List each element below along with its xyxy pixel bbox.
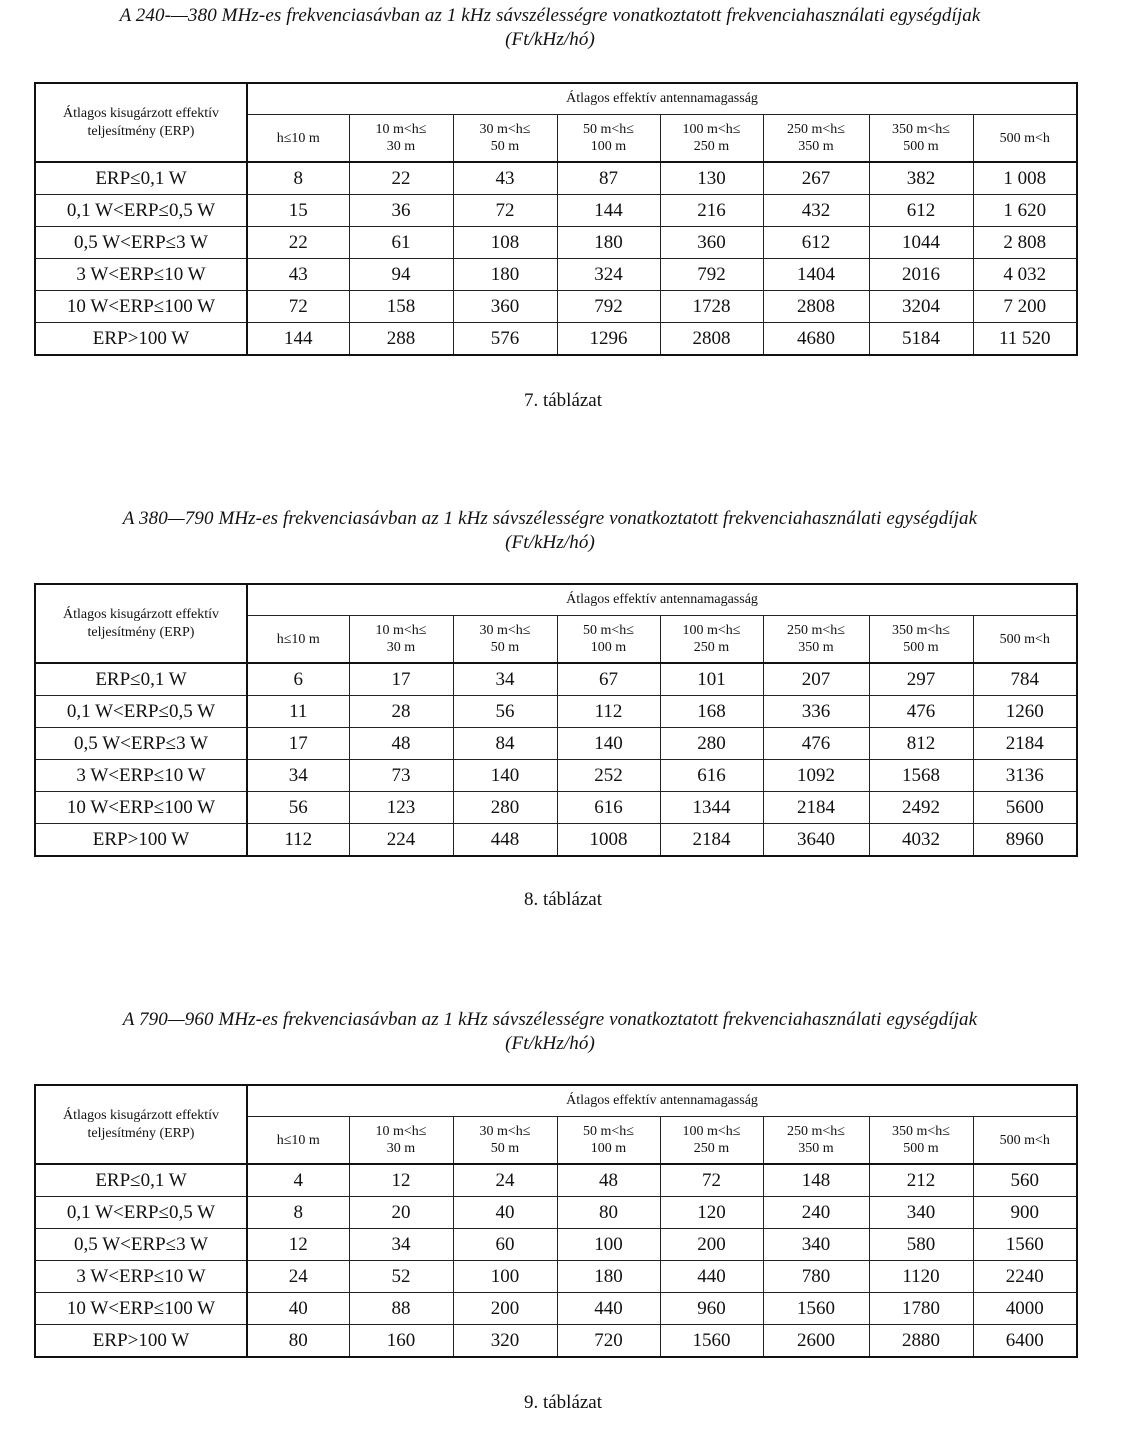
fee-value-cell: 2016 [869, 259, 973, 291]
height-range-header [453, 1117, 557, 1165]
fee-value-cell: 3640 [763, 824, 869, 857]
height-range-line: h≤10 m [276, 1132, 320, 1148]
fee-value-cell: 720 [557, 1325, 660, 1358]
table-row [35, 760, 1077, 792]
erp-range-label: 3 W<ERP≤10 W [35, 1261, 247, 1293]
fee-value-cell: 5600 [973, 792, 1077, 824]
fee-value-cell: 7 200 [973, 291, 1077, 323]
table-row [35, 1325, 1077, 1358]
table-title-line: A 240-—380 MHz-es frekvenciasávban az 1 kHz sávszélességre vonatkoztatott frekvenciahasználati egységdíjak [119, 5, 981, 26]
fee-value-cell: 1 620 [973, 195, 1077, 227]
erp-range-label: ERP≤0,1 W [35, 663, 247, 696]
height-range-line: 350 m [798, 640, 834, 655]
height-range-line: 500 m [903, 1141, 939, 1156]
table-row [35, 162, 1077, 195]
fee-value-cell: 72 [660, 1164, 763, 1197]
fee-value-cell: 612 [869, 195, 973, 227]
height-range-header [660, 115, 763, 163]
table-title-line: A 790—960 MHz-es frekvenciasávban az 1 kHz sávszélességre vonatkoztatott frekvenciahasználati egységdíjak [122, 1009, 978, 1030]
height-range-line: 250 m<h≤ [787, 1124, 845, 1139]
fee-value-cell: 207 [763, 663, 869, 696]
height-range-line: 250 m<h≤ [787, 122, 845, 137]
fee-table [34, 583, 1078, 857]
fee-value-cell: 792 [557, 291, 660, 323]
height-range-line: 250 m<h≤ [787, 623, 845, 638]
erp-range-label: ERP>100 W [35, 323, 247, 356]
height-range-line: 50 m<h≤ [583, 122, 634, 137]
fee-value-cell: 616 [660, 760, 763, 792]
height-range-header [763, 115, 869, 163]
height-range-header [869, 115, 973, 163]
height-range-line: 350 m<h≤ [892, 122, 950, 137]
erp-range-label: ERP≤0,1 W [35, 1164, 247, 1197]
height-range-header [557, 616, 660, 664]
header-row [35, 83, 1077, 115]
height-range-line: 30 m [386, 139, 416, 154]
height-range-header [557, 115, 660, 163]
height-range-line: 30 m<h≤ [479, 623, 531, 638]
height-range-line: 500 m [903, 139, 939, 154]
fee-value-cell: 432 [763, 195, 869, 227]
fee-value-cell: 28 [349, 696, 453, 728]
fee-value-cell: 2808 [763, 291, 869, 323]
erp-range-label: ERP>100 W [35, 1325, 247, 1358]
fee-value-cell: 43 [453, 162, 557, 195]
table-row [35, 824, 1077, 857]
fee-value-cell: 168 [660, 696, 763, 728]
fee-value-cell: 100 [453, 1261, 557, 1293]
fee-value-cell: 616 [557, 792, 660, 824]
fee-value-cell: 360 [453, 291, 557, 323]
table-title-unit: (Ft/kHz/hó) [505, 532, 595, 553]
erp-range-label: 0,1 W<ERP≤0,5 W [35, 195, 247, 227]
fee-value-cell: 280 [453, 792, 557, 824]
fee-value-cell: 148 [763, 1164, 869, 1197]
fee-value-cell: 212 [869, 1164, 973, 1197]
fee-value-cell: 4 [247, 1164, 349, 1197]
fee-value-cell: 240 [763, 1197, 869, 1229]
erp-range-label: ERP≤0,1 W [35, 162, 247, 195]
table-row [35, 323, 1077, 356]
fee-value-cell: 6400 [973, 1325, 1077, 1358]
fee-value-cell: 340 [763, 1229, 869, 1261]
fee-value-cell: 200 [660, 1229, 763, 1261]
height-range-line: 10 m<h≤ [375, 623, 427, 638]
fee-value-cell: 784 [973, 663, 1077, 696]
height-range-line: 100 m [590, 1141, 627, 1156]
fee-value-cell: 1560 [973, 1229, 1077, 1261]
table-row [35, 663, 1077, 696]
height-range-header [660, 1117, 763, 1165]
fee-value-cell: 60 [453, 1229, 557, 1261]
height-range-header [763, 616, 869, 664]
fee-value-cell: 216 [660, 195, 763, 227]
fee-value-cell: 792 [660, 259, 763, 291]
fee-value-cell: 140 [453, 760, 557, 792]
header-row [35, 584, 1077, 616]
fee-value-cell: 24 [247, 1261, 349, 1293]
table-row [35, 1197, 1077, 1229]
fee-value-cell: 180 [557, 1261, 660, 1293]
height-range-line: 100 m [590, 139, 627, 154]
fee-value-cell: 2184 [763, 792, 869, 824]
fee-value-cell: 280 [660, 728, 763, 760]
height-range-line: 50 m [490, 1141, 520, 1156]
fee-table [34, 82, 1078, 356]
erp-range-label: 0,5 W<ERP≤3 W [35, 1229, 247, 1261]
fee-value-cell: 112 [247, 824, 349, 857]
height-range-line: 350 m [798, 1141, 834, 1156]
erp-range-label: 3 W<ERP≤10 W [35, 259, 247, 291]
fee-value-cell: 72 [247, 291, 349, 323]
fee-value-cell: 4032 [869, 824, 973, 857]
fee-value-cell: 1008 [557, 824, 660, 857]
height-range-header [973, 616, 1077, 664]
erp-range-label: 10 W<ERP≤100 W [35, 291, 247, 323]
height-range-line: 350 m<h≤ [892, 1124, 950, 1139]
table-row [35, 195, 1077, 227]
table-row [35, 1261, 1077, 1293]
table-caption: 8. táblázat [523, 889, 603, 910]
fee-value-cell: 2240 [973, 1261, 1077, 1293]
fee-value-cell: 56 [453, 696, 557, 728]
fee-value-cell: 1560 [660, 1325, 763, 1358]
fee-value-cell: 120 [660, 1197, 763, 1229]
fee-value-cell: 2808 [660, 323, 763, 356]
fee-value-cell: 8 [247, 162, 349, 195]
erp-column-header: Átlagos kisugárzott effektív teljesítmény (ERP) [35, 83, 247, 162]
fee-value-cell: 200 [453, 1293, 557, 1325]
height-range-header [247, 616, 349, 664]
fee-value-cell: 160 [349, 1325, 453, 1358]
fee-value-cell: 22 [349, 162, 453, 195]
fee-value-cell: 2492 [869, 792, 973, 824]
fee-value-cell: 140 [557, 728, 660, 760]
table-title-unit: (Ft/kHz/hó) [505, 29, 595, 50]
table-row [35, 696, 1077, 728]
fee-value-cell: 960 [660, 1293, 763, 1325]
fee-value-cell: 440 [557, 1293, 660, 1325]
fee-value-cell: 2184 [973, 728, 1077, 760]
fee-value-cell: 612 [763, 227, 869, 259]
antenna-height-header: Átlagos effektív antennamagasság [247, 83, 1077, 115]
height-range-line: 30 m [386, 640, 416, 655]
fee-value-cell: 34 [349, 1229, 453, 1261]
fee-value-cell: 1044 [869, 227, 973, 259]
fee-value-cell: 1092 [763, 760, 869, 792]
antenna-height-header: Átlagos effektív antennamagasság [247, 584, 1077, 616]
table-caption: 7. táblázat [523, 390, 603, 411]
fee-value-cell: 1728 [660, 291, 763, 323]
fee-value-cell: 6 [247, 663, 349, 696]
fee-value-cell: 20 [349, 1197, 453, 1229]
height-range-header [869, 1117, 973, 1165]
fee-value-cell: 2600 [763, 1325, 869, 1358]
height-range-header [973, 1117, 1077, 1165]
height-range-line: 30 m<h≤ [479, 1124, 531, 1139]
height-range-header [453, 616, 557, 664]
fee-value-cell: 34 [453, 663, 557, 696]
header-row [35, 1085, 1077, 1117]
fee-value-cell: 1344 [660, 792, 763, 824]
height-range-line: 10 m<h≤ [375, 122, 427, 137]
fee-value-cell: 780 [763, 1261, 869, 1293]
table-title [0, 4, 1100, 52]
height-range-line: 100 m<h≤ [682, 122, 741, 137]
height-range-line: 350 m [798, 139, 834, 154]
height-range-header [869, 616, 973, 664]
fee-value-cell: 17 [349, 663, 453, 696]
height-range-line: 100 m<h≤ [682, 623, 741, 638]
table-row [35, 728, 1077, 760]
height-range-line: h≤10 m [276, 631, 320, 647]
height-range-line: 50 m [490, 139, 520, 154]
fee-value-cell: 382 [869, 162, 973, 195]
fee-value-cell: 144 [247, 323, 349, 356]
fee-value-cell: 40 [453, 1197, 557, 1229]
fee-value-cell: 84 [453, 728, 557, 760]
fee-value-cell: 1260 [973, 696, 1077, 728]
height-range-line: 500 m<h [999, 130, 1050, 146]
height-range-line: 250 m [693, 640, 730, 655]
fee-value-cell: 560 [973, 1164, 1077, 1197]
height-range-line: 100 m [590, 640, 627, 655]
fee-value-cell: 72 [453, 195, 557, 227]
fee-value-cell: 2 808 [973, 227, 1077, 259]
fee-value-cell: 1568 [869, 760, 973, 792]
table-caption: 9. táblázat [523, 1392, 603, 1413]
fee-value-cell: 34 [247, 760, 349, 792]
erp-range-label: 0,5 W<ERP≤3 W [35, 227, 247, 259]
height-range-header [349, 616, 453, 664]
fee-value-cell: 8 [247, 1197, 349, 1229]
fee-value-cell: 2184 [660, 824, 763, 857]
height-range-header [349, 1117, 453, 1165]
erp-range-label: 10 W<ERP≤100 W [35, 792, 247, 824]
fee-value-cell: 812 [869, 728, 973, 760]
table-row [35, 227, 1077, 259]
fee-table [34, 1084, 1078, 1358]
fee-value-cell: 158 [349, 291, 453, 323]
fee-value-cell: 288 [349, 323, 453, 356]
table-row [35, 1293, 1077, 1325]
fee-value-cell: 900 [973, 1197, 1077, 1229]
fee-value-cell: 15 [247, 195, 349, 227]
fee-value-cell: 3136 [973, 760, 1077, 792]
fee-value-cell: 22 [247, 227, 349, 259]
fee-value-cell: 48 [557, 1164, 660, 1197]
table-title [0, 507, 1100, 555]
fee-value-cell: 180 [557, 227, 660, 259]
fee-value-cell: 340 [869, 1197, 973, 1229]
fee-value-cell: 180 [453, 259, 557, 291]
height-range-header [247, 115, 349, 163]
height-range-line: 500 m [903, 640, 939, 655]
fee-value-cell: 11 [247, 696, 349, 728]
table-row [35, 259, 1077, 291]
height-range-line: 500 m<h [999, 631, 1050, 647]
fee-value-cell: 52 [349, 1261, 453, 1293]
fee-value-cell: 11 520 [973, 323, 1077, 356]
fee-value-cell: 73 [349, 760, 453, 792]
fee-value-cell: 80 [247, 1325, 349, 1358]
fee-value-cell: 61 [349, 227, 453, 259]
fee-value-cell: 1296 [557, 323, 660, 356]
fee-value-cell: 576 [453, 323, 557, 356]
table-row [35, 291, 1077, 323]
fee-value-cell: 108 [453, 227, 557, 259]
antenna-height-header: Átlagos effektív antennamagasság [247, 1085, 1077, 1117]
height-range-header [349, 115, 453, 163]
height-range-line: 500 m<h [999, 1132, 1050, 1148]
fee-value-cell: 360 [660, 227, 763, 259]
fee-value-cell: 580 [869, 1229, 973, 1261]
fee-value-cell: 80 [557, 1197, 660, 1229]
fee-value-cell: 2880 [869, 1325, 973, 1358]
height-range-header [247, 1117, 349, 1165]
fee-value-cell: 5184 [869, 323, 973, 356]
fee-value-cell: 4 032 [973, 259, 1077, 291]
fee-value-cell: 3204 [869, 291, 973, 323]
height-range-line: 250 m [693, 1141, 730, 1156]
fee-value-cell: 476 [763, 728, 869, 760]
fee-value-cell: 144 [557, 195, 660, 227]
height-range-line: 30 m<h≤ [479, 122, 531, 137]
fee-value-cell: 67 [557, 663, 660, 696]
fee-value-cell: 324 [557, 259, 660, 291]
erp-range-label: 0,1 W<ERP≤0,5 W [35, 1197, 247, 1229]
height-range-line: 100 m<h≤ [682, 1124, 741, 1139]
fee-value-cell: 36 [349, 195, 453, 227]
height-range-line: 350 m<h≤ [892, 623, 950, 638]
fee-value-cell: 267 [763, 162, 869, 195]
fee-value-cell: 297 [869, 663, 973, 696]
fee-value-cell: 440 [660, 1261, 763, 1293]
fee-value-cell: 100 [557, 1229, 660, 1261]
height-range-header [973, 115, 1077, 163]
fee-value-cell: 101 [660, 663, 763, 696]
table-title-unit: (Ft/kHz/hó) [505, 1033, 595, 1054]
fee-value-cell: 320 [453, 1325, 557, 1358]
fee-value-cell: 94 [349, 259, 453, 291]
height-range-line: 10 m<h≤ [375, 1124, 427, 1139]
fee-value-cell: 476 [869, 696, 973, 728]
fee-value-cell: 130 [660, 162, 763, 195]
fee-value-cell: 43 [247, 259, 349, 291]
height-range-line: 50 m [490, 640, 520, 655]
fee-value-cell: 87 [557, 162, 660, 195]
table-row [35, 1229, 1077, 1261]
height-range-header [453, 115, 557, 163]
height-range-header [763, 1117, 869, 1165]
fee-value-cell: 4680 [763, 323, 869, 356]
erp-column-header: Átlagos kisugárzott effektív teljesítmény (ERP) [35, 1085, 247, 1164]
fee-value-cell: 1780 [869, 1293, 973, 1325]
fee-value-cell: 12 [247, 1229, 349, 1261]
fee-value-cell: 336 [763, 696, 869, 728]
fee-value-cell: 24 [453, 1164, 557, 1197]
fee-value-cell: 17 [247, 728, 349, 760]
fee-value-cell: 4000 [973, 1293, 1077, 1325]
table-row [35, 792, 1077, 824]
fee-value-cell: 40 [247, 1293, 349, 1325]
height-range-line: 250 m [693, 139, 730, 154]
fee-value-cell: 252 [557, 760, 660, 792]
erp-range-label: 0,5 W<ERP≤3 W [35, 728, 247, 760]
erp-range-label: 10 W<ERP≤100 W [35, 1293, 247, 1325]
fee-value-cell: 56 [247, 792, 349, 824]
fee-value-cell: 1404 [763, 259, 869, 291]
erp-column-header: Átlagos kisugárzott effektív teljesítmény (ERP) [35, 584, 247, 663]
erp-range-label: 0,1 W<ERP≤0,5 W [35, 696, 247, 728]
fee-value-cell: 1120 [869, 1261, 973, 1293]
height-range-line: 50 m<h≤ [583, 1124, 634, 1139]
height-range-header [557, 1117, 660, 1165]
height-range-line: h≤10 m [276, 130, 320, 146]
erp-range-label: ERP>100 W [35, 824, 247, 857]
fee-value-cell: 123 [349, 792, 453, 824]
fee-value-cell: 224 [349, 824, 453, 857]
table-title [0, 1008, 1100, 1056]
fee-value-cell: 1560 [763, 1293, 869, 1325]
table-title-line: A 380—790 MHz-es frekvenciasávban az 1 kHz sávszélességre vonatkoztatott frekvenciahasználati egységdíjak [122, 508, 978, 529]
table-row [35, 1164, 1077, 1197]
erp-range-label: 3 W<ERP≤10 W [35, 760, 247, 792]
fee-value-cell: 48 [349, 728, 453, 760]
height-range-header [660, 616, 763, 664]
height-range-line: 50 m<h≤ [583, 623, 634, 638]
fee-value-cell: 112 [557, 696, 660, 728]
fee-value-cell: 8960 [973, 824, 1077, 857]
fee-value-cell: 88 [349, 1293, 453, 1325]
fee-value-cell: 1 008 [973, 162, 1077, 195]
fee-value-cell: 448 [453, 824, 557, 857]
height-range-line: 30 m [386, 1141, 416, 1156]
fee-value-cell: 12 [349, 1164, 453, 1197]
